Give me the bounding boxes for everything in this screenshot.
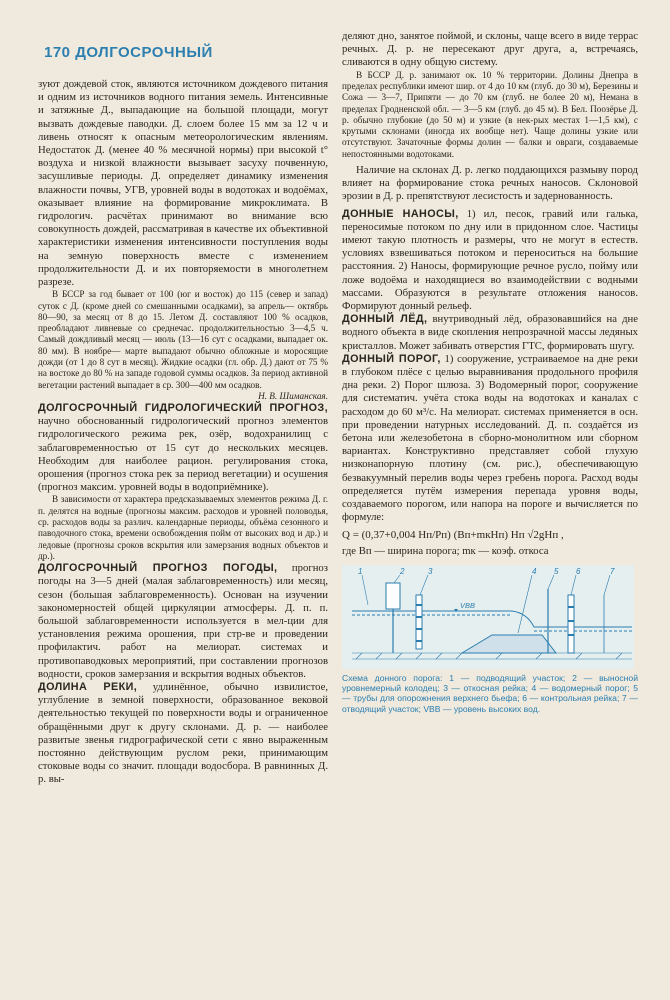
paragraph: Наличие на склонах Д. р. легко поддающихся размыву пород влияет на формирование стока речных наносов. Склоновой эрозии в Д. р. препятствуют лесистость и задернованность.	[342, 163, 638, 203]
control-gauge-6	[568, 595, 574, 653]
water-surface	[352, 611, 632, 631]
entry-donny-led	[342, 313, 638, 353]
paragraph-small: В зависимости от характера предсказываемых элементов режима Д. г. п. делятся на водные (прогнозы максим. расходов и уровней половодья, ср. расходов воды за различ. календарные периоды, объёма сезонного и паводочного стока, времени освобождения пойм от высоких вод и др.) и ледовые (прогнозы сроков вскрытия или замерзания водных объектов и др.).	[38, 494, 328, 561]
entry-term: ДОННЫЙ ЛЁД,	[342, 313, 428, 326]
entry-term: ДОЛИНА РЕКИ,	[38, 680, 138, 693]
paragraph: деляют дно, занятое поймой, и склоны, чаще всего в виде террас речных. Д. р. не пересекают друг друга, а, встречаясь, сливаются в одну общую систему.	[342, 30, 638, 69]
ground-hatching	[352, 653, 632, 659]
vbb-marker-icon	[454, 609, 458, 612]
right-column	[342, 30, 638, 714]
fig-label-3: 3	[428, 566, 433, 576]
discharge-formula: Q = (0,37+0,004 Hп/Pп) (Bп+mкHп) Hп √2gHп ,	[342, 529, 564, 542]
fig-label-7: 7	[610, 566, 615, 576]
entry-donnye-nanosy	[342, 208, 638, 314]
entry-text: внутриводный лёд, образовавшийся на дне водного объекта в виде скопления непрозрачной массы ледяных кристаллов. Может забивать отверстия ГТС, формировать шугу.	[342, 313, 639, 352]
entry-dolgosrochny-prognoz-pogody	[38, 562, 328, 681]
entry-term: ДОННЫЙ ПОРОГ,	[342, 352, 441, 365]
paragraph-small: В БССР за год бывает от 100 (юг и восток) до 115 (север и запад) суток с Д. (кроме дней со смешанными осадками), за апрель— октябрь 80—90, за месяц от 8 до 15. Летом Д. составляют 100 % осадков, преобладают ливневые со среднечас. продолжительностью 3—4,5 ч. Самый дождливый месяц — июль (13—16 сут с осадками, выпадает ок. 80 мм). В ноябре— марте выпадают обычно обложные и моросящие дожди (от 1 до 8 сут в месяц). Жидкие осадки (гл. обр. Д.) дают от 75 % на востоке до 80 % на западе годовой суммы осадков. За период активной вегетации растений выпадает в ср. 300—400 мм осадков.	[38, 289, 328, 390]
paragraph-small: В БССР Д. р. занимают ок. 10 % территории. Долины Днепра в пределах республики имеют шир. от 4 до 10 км (глуб. до 30 м), Березины и Сожа — 3—7, Припяти — до 70 км (глуб. не более 20 м), Немана в пределах Гродненской обл. — 3—5 км (глуб. до 45 м). В Бел. Поозёрье Д. р. обычно глубокие (до 50 м) и узкие (в нек-рых местах 1—1,5 км), с крутыми склонами (иногда их вообще нет). Чаще долины узкие или отсутствуют. Зачаточные формы долин — балки и овраги, создаваемые непостоянными водотоками.	[342, 69, 638, 159]
entry-term: ДОННЫЕ НАНОСЫ,	[342, 207, 459, 220]
fig-label-4: 4	[532, 566, 537, 576]
paragraph: зуют дождевой сток, являются источником дождевого питания и одним из источников водного питания земель. Интенсивные и затяжные Д., выпадающие на большой площади, могут вызвать дождевые паводки. Д. слоем более 15 мм за 12 ч и ливень относят к опасным метеорологическим явлениям. Недостаток Д. (менее 40 % месячной нормы) при высокой t° воздуха и низкой влажности вызывает засуху почвенную, засушливые периоды. Д. определяет динамику изменения влажности почвы, УГВ, уровней воды в водотоках и водоёмах, оказывает влияние на формирование микроклимата. В гидрологич. расчётах принимают во внимание всю совокупность дождей, рассматривая в качестве их объективной характеристики изменения интенсивности поступления воды на земную поверхность вместе с изменением продолжительности Д. и их повторяемости в многолетнем разрезе.	[38, 78, 328, 289]
entry-text: научно обоснованный гидрологический прогноз элементов гидрологического режима рек, озёр, водохранилищ с заблаговременностью от 15 сут до нескольких месяцев. Необходим для наиболее рацион. регулирования стока, орошения (прогноз стока рек за период вегетации) и осушения (прогноз максим. уровней воды в водоприёмнике).	[38, 415, 328, 494]
entry-text: 1) ил, песок, гравий или галька, переносимые потоком по дну или в придонном слое. Частицы имеют такую плотность и размеры, что не могут в естеств. условиях взвешиваться потоком и переноситься на большие расстояния. 2) Наносы, формирующие речное русло, пойму или ложе водоёма и находящиеся во взаимодействии с водными массами. Образуются в результате отложения наносов. Формируют донный рельеф.	[342, 207, 638, 313]
figure-caption: Схема донного порога: 1 — подводящий участок; 2 — выносной уровнемерный колодец; 3 — откосная рейка; 4 — водомерный порог; 5 — трубы для опорожнения верхнего бьефа; 6 — контрольная рейка; 7 — отводящий участок; VBB — уровень высоких вод.	[342, 672, 638, 714]
entry-term: ДОЛГОСРОЧНЫЙ ПРОГНОЗ ПОГОДЫ,	[38, 562, 278, 575]
entry-text: 1) сооружение, устраиваемое на дне реки в глубоком плёсе с целью выравнивания продольного профиля дна реки. 2) Порог шлюза. 3) Водомерный порог, сооружение для систематич. учёта стока воды на водотоках и каналах с расходом до 60 м³/с. На мелиорат. системах применяется в осн. при проведении натурных исследований. Д. п. создаётся из бетона или железобетона в сборно-монолитном или сборном вариантах. Конструктивно представляет собой глухую низконапорную плотину (см. рис.), обеспечивающую безвакуумный перелив воды через гребень порога. Расход воды определяется путём измерения перепада уровня воды, создаваемого порогом, или напора на пороге и вычисляется по формуле:	[342, 352, 638, 524]
author-signature: Н. В. Шиманская.	[258, 390, 328, 401]
gauge-well	[386, 583, 400, 609]
fig-label-1: 1	[358, 566, 363, 576]
entry-text: удлинённое, обычно извилистое, углубление в земной поверхности, образованное вековой деятельностью текущей по поверхности воды и ограниченное обращёнными друг к другу склонами. Д. р. — наиболее развитые звенья гидрографической сети с явно выраженным постоянно действующим руслом реки, принимающим стоковые воды со значит. площади водосбора. В равнинных Д. р. вы-	[38, 680, 329, 786]
fig-label-vbb: VBB	[460, 600, 476, 610]
left-column	[38, 78, 328, 787]
entry-text: прогноз погоды на 3—5 дней (малая заблаговременность) или месяц, сезон (большая заблаговременность). Основан на изучении закономерностей общей циркуляции атмосферы. Д. п. п. большой заблаговременности используется в мел-ции для установления режима орошения, при стр-ве и проведении профилактич. работ на мелиорат. системах и противопаводковых мероприятий, при составлении прогнозов водности, сроков замерзания и вскрытия водных объектов.	[38, 562, 328, 680]
entry-term: ДОЛГОСРОЧНЫЙ ГИДРОЛОГИЧЕСКИЙ ПРОГНОЗ,	[38, 401, 328, 414]
fig-label-6: 6	[576, 566, 581, 576]
weir-body	[462, 635, 556, 653]
weir-diagram	[342, 565, 634, 669]
entry-dolgosrochny-gidrologichesky	[38, 402, 328, 494]
fig-label-2: 2	[400, 566, 405, 576]
entry-donny-porog	[342, 353, 638, 525]
fig-label-5: 5	[554, 566, 559, 576]
paragraph: где Bп — ширина порога; mк — коэф. откоса	[342, 545, 549, 558]
entry-dolina-reki	[38, 681, 328, 787]
weir-diagram-svg	[342, 565, 634, 669]
page-header: 170 ДОЛГОСРОЧНЫЙ	[44, 44, 213, 61]
